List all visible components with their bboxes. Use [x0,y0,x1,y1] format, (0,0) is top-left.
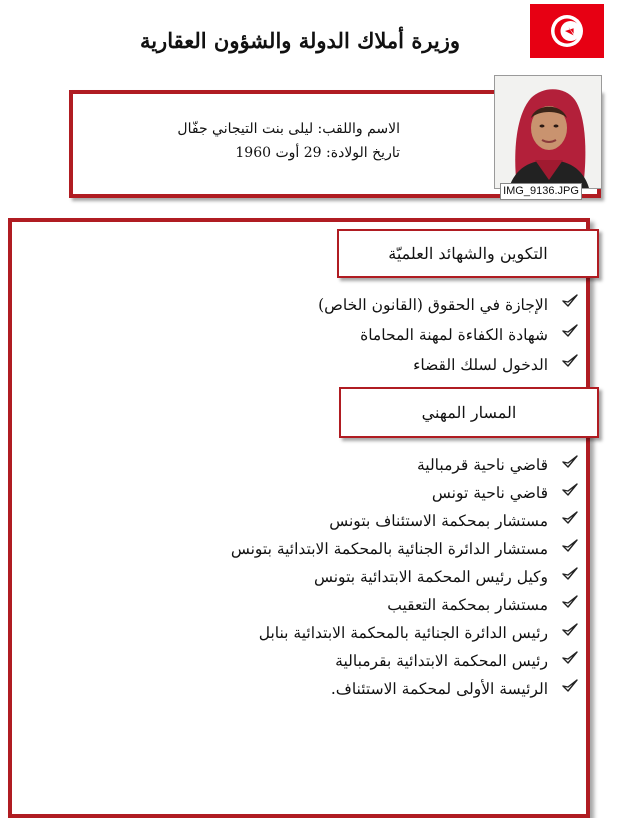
list-item [231,619,580,647]
list-item-text: وكيل رئيس المحكمة الابتدائية بتونس [313,568,548,586]
name-line: الاسم واللقب: ليلى بنت التيجاني جفّال [177,121,400,137]
checkmark-arrow-icon [560,453,580,471]
list-item-text: مستشار بمحكمة التعقيب [387,596,548,614]
checkmark-arrow-icon [560,481,580,499]
checkmark-arrow-icon [560,677,580,695]
checkmark-arrow-icon [560,322,580,340]
list-item-text: مستشار الدائرة الجنائية بالمحكمة الابتدائية بتونس [230,540,548,558]
career-section-header: المسار المهني [339,387,599,438]
career-list [231,451,580,703]
list-item-text: رئيس الدائرة الجنائية بالمحكمة الابتدائية بنابل [258,624,548,642]
checkmark-arrow-icon [560,292,580,310]
list-item-text: الدخول لسلك القضاء [413,356,548,374]
tunisia-flag [530,4,604,58]
list-item-text: مستشار بمحكمة الاستئناف بتونس [329,512,548,530]
list-item [318,320,580,350]
checkmark-arrow-icon [560,593,580,611]
list-item [231,479,580,507]
list-item [231,563,580,591]
checkmark-arrow-icon [560,352,580,370]
list-item [231,507,580,535]
list-item-text: رئيس المحكمة الابتدائية بقرمبالية [335,652,548,670]
checkmark-arrow-icon [560,509,580,527]
portrait-photo[interactable] [494,75,602,189]
list-item-text: الإجازة في الحقوق (القانون الخاص) [318,296,548,314]
ministry-title: وزيرة أملاك الدولة والشؤون العقارية [139,28,461,53]
list-item-text: الرئيسة الأولى لمحكمة الاستئناف. [330,680,548,698]
education-section-header: التكوين والشهائد العلميّة [337,229,599,278]
list-item [231,675,580,703]
list-item [318,350,580,380]
education-list [318,290,580,380]
list-item-text: شهادة الكفاءة لمهنة المحاماة [360,326,548,344]
checkmark-arrow-icon [560,649,580,667]
list-item-text: قاضي ناحية قرمبالية [416,456,548,474]
checkmark-arrow-icon [560,537,580,555]
list-item [231,647,580,675]
list-item [231,591,580,619]
list-item-text: قاضي ناحية تونس [431,484,548,502]
list-item [318,290,580,320]
birth-date-line: تاريخ الولادة: 29 أوت 1960 [235,145,400,161]
photo-filename-label: IMG_9136.JPG [500,183,582,200]
checkmark-arrow-icon [560,565,580,583]
checkmark-arrow-icon [560,621,580,639]
list-item [231,451,580,479]
list-item [231,535,580,563]
